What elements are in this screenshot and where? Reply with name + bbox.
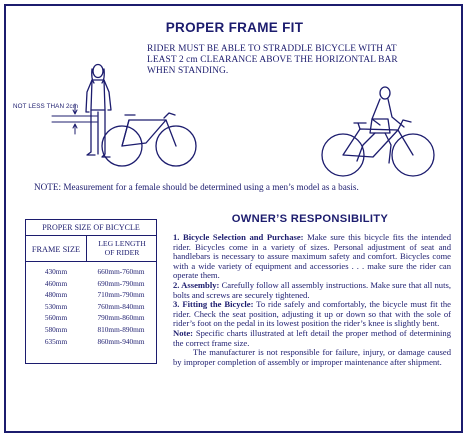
frame-size-cell: 560mm — [44, 313, 68, 323]
standing-rider-figure — [86, 65, 111, 158]
selection-paragraph — [173, 233, 451, 281]
selection-body: Make sure this bicycle fits the intended rider. Bicycles come in a variety of sizes. Personal adjustment of seat and handlebars is necessary to assure maximum safety and comfort. Bicycles come with a wide variety of equipment and accessories . . . make sure the rider can operate them. — [173, 232, 451, 281]
table-title: PROPER SIZE OF BICYCLE — [26, 220, 156, 236]
column-divider — [86, 236, 87, 261]
assembly-heading: 2. Assembly: — [173, 279, 220, 290]
selection-heading: 1. Bicycle Selection and Purchase: — [173, 232, 304, 242]
note-body: Specific charts illustrated at left detail the proper method of determining the correct frame size. — [173, 327, 451, 348]
leg-length-cell: 860mm-940mm — [97, 336, 145, 346]
column-header-frame-size: FRAME SIZE — [31, 245, 81, 254]
leg-length-cell: 690mm-790mm — [97, 278, 145, 288]
column-header-leg-length — [89, 239, 155, 257]
table-row — [26, 289, 156, 301]
frame-size-cell: 580mm — [44, 324, 68, 334]
table-row — [26, 324, 156, 336]
note-heading: Note: — [173, 327, 194, 338]
measurement-note: NOTE: Measurement for a female should be determined using a men’s model as a basis. — [34, 182, 359, 192]
leg-length-cell: 810mm-890mm — [97, 324, 145, 334]
table-row — [26, 278, 156, 290]
leg-length-cell: 710mm-790mm — [97, 290, 145, 300]
leg-length-cell: 660mm-760mm — [97, 267, 145, 276]
fitting-paragraph — [173, 300, 451, 329]
frame-size-cell: 635mm — [44, 336, 68, 346]
table-body — [26, 266, 156, 347]
disclaimer-paragraph: The manufacturer is not responsible for failure, injury, or damage caused by improper completion of assembly or improper maintenance after shipment. — [173, 347, 451, 367]
right-bicycle — [322, 120, 434, 176]
table-row — [26, 312, 156, 324]
header-divider — [26, 261, 156, 262]
leg-length-cell: 760mm-840mm — [97, 301, 145, 311]
frame-fit-illustration — [0, 0, 469, 200]
frame-size-cell: 530mm — [44, 301, 68, 311]
note-paragraph — [173, 329, 451, 348]
fit-instruction: RIDER MUST BE ABLE TO STRADDLE BICYCLE WITH AT LEAST 2 cm CLEARANCE ABOVE THE HORIZONTAL BAR WHEN STANDING. — [147, 44, 398, 76]
leg-length-cell: 790mm-860mm — [97, 313, 145, 323]
owner-responsibility-title: OWNER’S RESPONSIBILITY — [231, 213, 389, 225]
table-row — [26, 301, 156, 313]
fitting-body: To ride safely and comfortably, the bicycle must fit the rider. Check the seat position, adjusting it up or down so that with the sole of rider’s foot on the pedal in its lowest position the rider’s knee is slightly bent. — [173, 299, 452, 329]
leg-header-line2: OF RIDER — [104, 248, 140, 257]
fitting-heading: 3. Fitting the Bicycle: — [173, 299, 254, 310]
leg-header-line1: LEG LENGTH — [98, 239, 146, 248]
assembly-body: Carefully follow all assembly instructions. Make sure that all nuts, bolts and screws are securely tightened. — [173, 279, 451, 300]
assembly-paragraph — [173, 281, 451, 300]
clearance-label: NOT LESS THAN 2cm — [13, 103, 79, 110]
owner-responsibility-text — [173, 233, 451, 367]
frame-size-cell: 480mm — [44, 290, 68, 300]
page-title: PROPER FRAME FIT — [165, 20, 304, 35]
frame-size-cell: 460mm — [44, 278, 68, 288]
table-row — [26, 336, 156, 348]
left-bicycle — [102, 113, 196, 166]
frame-size-cell: 430mm — [44, 267, 68, 276]
table-row — [26, 266, 156, 278]
bicycle-size-table — [25, 219, 157, 364]
